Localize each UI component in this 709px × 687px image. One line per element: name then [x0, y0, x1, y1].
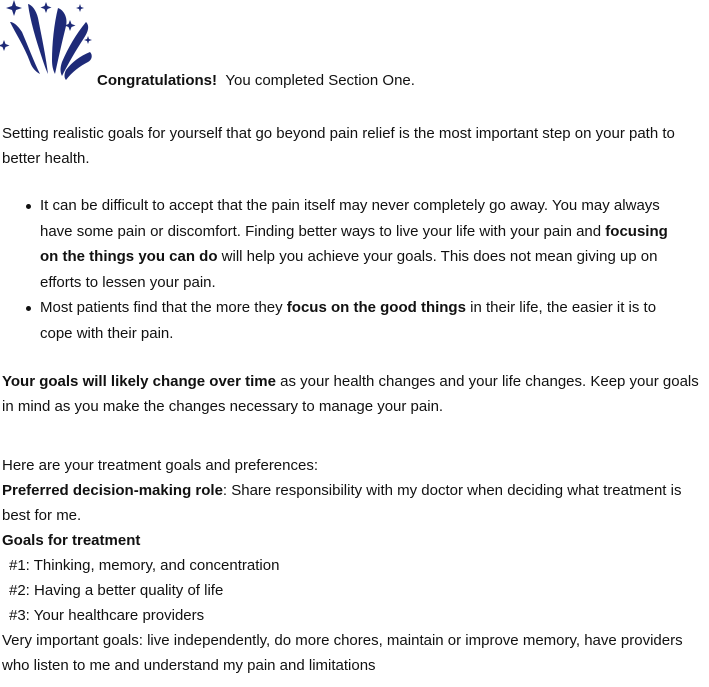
header [0, 0, 709, 100]
goals-intro: Here are your treatment goals and preferences: [2, 457, 319, 474]
treatment-goals-heading [2, 528, 707, 553]
treatment-goals-section [2, 453, 707, 678]
goal-item-3: #3: Your healthcare providers [9, 607, 205, 624]
goals-change-emphasis: Your goals will likely change over time [2, 373, 276, 390]
congratulations-message [97, 71, 415, 91]
section-completed-text: You completed Section One. [225, 72, 415, 89]
fireworks-icon [0, 0, 94, 94]
bullet-icon [26, 306, 31, 311]
bullet-text: It can be difficult to accept that the pain itself may never completely go away. You may always have some pain or discomfort. Finding better ways to live your life with your pain and [40, 197, 660, 240]
goal-item-1: #1: Thinking, memory, and concentration [9, 557, 280, 574]
intro-paragraph: Setting realistic goals for yourself that go beyond pain relief is the most important step on your path to better health. [2, 125, 675, 167]
bullet-emphasis: focus on the good things [286, 299, 466, 316]
decision-role-label: Preferred decision-making role [2, 482, 223, 499]
tips-list [0, 193, 709, 346]
goals-change-paragraph [2, 369, 707, 419]
bullet-emphasis: focusing on the things you can do [40, 222, 668, 265]
bullet-text: Most patients find that the more they [40, 299, 287, 316]
goal-item-2: #2: Having a better quality of life [9, 582, 224, 599]
decision-role [2, 478, 707, 528]
bullet-text: in their life, the easier it is to cope with their pain. [40, 299, 657, 342]
decision-role-value: : Share responsibility with my doctor when deciding what treatment is best for me. [2, 482, 682, 524]
very-important-goals: Very important goals: live independently, do more chores, maintain or improve memory, have providers who listen to me and understand my pain and limitations [2, 632, 683, 674]
list-item [0, 295, 709, 346]
list-item [0, 193, 709, 295]
bullet-text: will help you achieve your goals. This does not mean giving up on efforts to lessen your pain. [40, 248, 658, 291]
goals-change-text: as your health changes and your life changes. Keep your goals in mind as you make the changes necessary to manage your pain. [2, 373, 699, 415]
bullet-icon [26, 204, 31, 209]
congratulations-label: Congratulations! [97, 72, 217, 89]
treatment-goals-heading-text: Goals for treatment [2, 532, 141, 549]
